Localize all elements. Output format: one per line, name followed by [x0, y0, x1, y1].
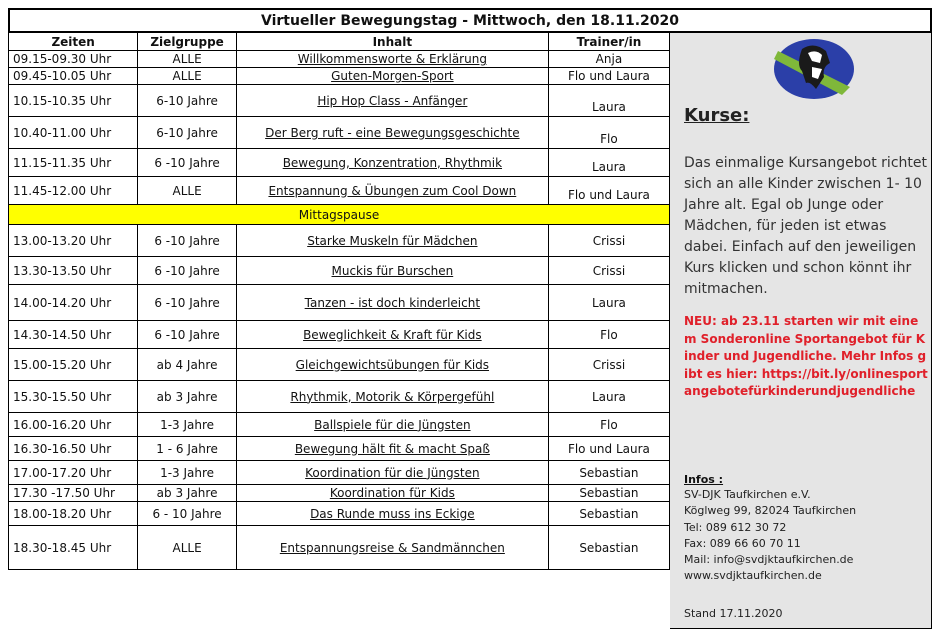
schedule-table [8, 32, 670, 570]
group-cell: 6 -10 Jahre [138, 285, 237, 321]
content-cell [236, 149, 548, 177]
content-cell [236, 85, 548, 117]
content-cell [236, 413, 548, 437]
trainer-cell: Crissi [548, 349, 669, 381]
contact-line: Fax: 089 66 60 70 11 [684, 536, 801, 550]
trainer-cell: Crissi [548, 225, 669, 257]
time-cell: 16.00-16.20 Uhr [9, 413, 138, 437]
table-row [9, 257, 670, 285]
trainer-cell: Sebastian [548, 461, 669, 485]
trainer-cell: Laura [548, 285, 669, 321]
group-cell: ab 3 Jahre [138, 381, 237, 413]
table-row [9, 321, 670, 349]
time-cell: 10.15-10.35 Uhr [9, 85, 138, 117]
content-cell [236, 321, 548, 349]
trainer-cell: Flo [548, 117, 669, 149]
header-trainer: Trainer/in [548, 33, 669, 51]
course-link[interactable]: Bewegung hält fit & macht Spaß [294, 441, 490, 456]
course-link[interactable]: Muckis für Burschen [331, 263, 454, 278]
course-link[interactable]: Guten-Morgen-Sport [331, 69, 454, 83]
contact-website[interactable]: www.svdjktaufkirchen.de [684, 569, 822, 583]
contact-line: SV-DJK Taufkirchen e.V. [684, 488, 811, 501]
course-link[interactable]: Koordination für die Jüngsten [305, 465, 480, 480]
time-cell: 09.15-09.30 Uhr [9, 51, 138, 68]
group-cell: 6-10 Jahre [138, 117, 237, 149]
club-crest-icon [772, 37, 856, 101]
time-cell: 15.00-15.20 Uhr [9, 349, 138, 381]
table-row [9, 437, 670, 461]
group-cell: 6 -10 Jahre [138, 225, 237, 257]
time-cell: 14.00-14.20 Uhr [9, 285, 138, 321]
time-cell: 18.00-18.20 Uhr [9, 502, 138, 526]
content-cell [236, 225, 548, 257]
table-row [9, 413, 670, 437]
course-link[interactable]: Koordination für Kids [329, 486, 455, 500]
lunch-break-row [9, 205, 670, 225]
time-cell: 13.30-13.50 Uhr [9, 257, 138, 285]
header-group: Zielgruppe [138, 33, 237, 51]
trainer-cell: Flo und Laura [548, 437, 669, 461]
course-link[interactable]: Beweglichkeit & Kraft für Kids [303, 327, 482, 342]
table-row [9, 149, 670, 177]
contact-line: Tel: 089 612 30 72 [684, 520, 787, 534]
trainer-cell: Laura [548, 381, 669, 413]
content-cell [236, 51, 548, 68]
group-cell: ab 3 Jahre [138, 485, 237, 502]
content-cell [236, 285, 548, 321]
trainer-cell: Flo und Laura [548, 68, 669, 85]
course-link[interactable]: Gleichgewichtsübungen für Kids [295, 357, 490, 372]
time-cell: 11.15-11.35 Uhr [9, 149, 138, 177]
content-cell [236, 177, 548, 205]
group-cell: ALLE [138, 526, 237, 570]
trainer-cell: Laura [548, 149, 669, 177]
time-cell: 11.45-12.00 Uhr [9, 177, 138, 205]
table-row [9, 51, 670, 68]
trainer-cell: Crissi [548, 257, 669, 285]
group-cell: ALLE [138, 68, 237, 85]
course-link[interactable]: Starke Muskeln für Mädchen [307, 233, 478, 248]
trainer-cell: Sebastian [548, 526, 669, 570]
course-link[interactable]: Rhythmik, Motorik & Körpergefühl [290, 389, 495, 404]
trainer-cell: Sebastian [548, 502, 669, 526]
course-link[interactable]: Der Berg ruft - eine Bewegungsgeschichte [265, 125, 520, 140]
time-cell: 10.40-11.00 Uhr [9, 117, 138, 149]
header-time: Zeiten [9, 33, 138, 51]
time-cell: 09.45-10.05 Uhr [9, 68, 138, 85]
table-header-row [9, 33, 670, 51]
trainer-cell: Laura [548, 85, 669, 117]
time-cell: 16.30-16.50 Uhr [9, 437, 138, 461]
content-cell [236, 526, 548, 570]
table-row [9, 68, 670, 85]
group-cell: 6 -10 Jahre [138, 149, 237, 177]
group-cell: 6 - 10 Jahre [138, 502, 237, 526]
table-row [9, 85, 670, 117]
course-link[interactable]: Hip Hop Class - Anfänger [317, 93, 468, 108]
time-cell: 13.00-13.20 Uhr [9, 225, 138, 257]
page-frame [8, 8, 932, 629]
info-sidebar [670, 32, 932, 629]
time-cell: 17.00-17.20 Uhr [9, 461, 138, 485]
time-cell: 17.30 -17.50 Uhr [9, 485, 138, 502]
content-cell [236, 502, 548, 526]
course-link[interactable]: Ballspiele für die Jüngsten [314, 417, 471, 432]
contact-email[interactable]: Mail: info@svdjktaufkirchen.de [684, 553, 854, 567]
group-cell: 6 -10 Jahre [138, 321, 237, 349]
course-link[interactable]: Willkommensworte & Erklärung [297, 52, 487, 66]
content-cell [236, 257, 548, 285]
group-cell: 1 - 6 Jahre [138, 437, 237, 461]
content-cell [236, 117, 548, 149]
table-row [9, 349, 670, 381]
table-row [9, 461, 670, 485]
infos-heading: Infos : [684, 473, 724, 486]
content-cell [236, 349, 548, 381]
time-cell: 14.30-14.50 Uhr [9, 321, 138, 349]
trainer-cell: Anja [548, 51, 669, 68]
group-cell: 1-3 Jahre [138, 461, 237, 485]
contact-info [684, 487, 930, 585]
group-cell: ALLE [138, 51, 237, 68]
trainer-cell: Sebastian [548, 485, 669, 502]
content-cell [236, 68, 548, 85]
time-cell: 15.30-15.50 Uhr [9, 381, 138, 413]
lunch-break-label: Mittagspause [9, 205, 670, 225]
group-cell: 6 -10 Jahre [138, 257, 237, 285]
table-row [9, 502, 670, 526]
course-link[interactable]: Entspannungsreise & Sandmännchen [279, 540, 505, 555]
group-cell: 1-3 Jahre [138, 413, 237, 437]
trainer-cell: Flo und Laura [548, 177, 669, 205]
table-row [9, 285, 670, 321]
content-cell [236, 485, 548, 502]
news-notice[interactable]: NEU: ab 23.11 starten wir mit einem Sonderonline Sportangebot für Kinder und Jugendliche. Mehr Infos gibt es hier: https://bit.ly/onlinesportangebotefürkinderundjugendliche [684, 314, 928, 398]
table-row [9, 526, 670, 570]
group-cell: 6-10 Jahre [138, 85, 237, 117]
course-link[interactable]: Entspannung & Übungen zum Cool Down [268, 183, 517, 198]
kurse-heading: Kurse: [684, 105, 750, 126]
group-cell: ALLE [138, 177, 237, 205]
trainer-cell: Flo [548, 321, 669, 349]
course-link[interactable]: Tanzen - ist doch kinderleicht [304, 295, 481, 310]
group-cell: ab 4 Jahre [138, 349, 237, 381]
table-row [9, 381, 670, 413]
stand-date: Stand 17.11.2020 [684, 607, 783, 620]
content-cell [236, 461, 548, 485]
table-row [9, 485, 670, 502]
kurse-description: Das einmalige Kursangebot richtet sich an alle Kinder zwischen 1- 10 Jahre alt. Egal ob Junge oder Mädchen, für jeden ist etwas dabei. Einfach auf den jeweiligen Kurs klicken und schon könnt ihr mitmachen. [684, 155, 927, 297]
course-link[interactable]: Das Runde muss ins Eckige [310, 506, 475, 521]
table-row [9, 117, 670, 149]
trainer-cell: Flo [548, 413, 669, 437]
contact-line: Köglweg 99, 82024 Taufkirchen [684, 504, 857, 518]
content-cell [236, 437, 548, 461]
table-row [9, 225, 670, 257]
table-row [9, 177, 670, 205]
header-content: Inhalt [236, 33, 548, 51]
page-title: Virtueller Bewegungstag - Mittwoch, den 18.11.2020 [8, 8, 932, 32]
course-link[interactable]: Bewegung, Konzentration, Rhythmik [282, 155, 503, 170]
time-cell: 18.30-18.45 Uhr [9, 526, 138, 570]
content-cell [236, 381, 548, 413]
